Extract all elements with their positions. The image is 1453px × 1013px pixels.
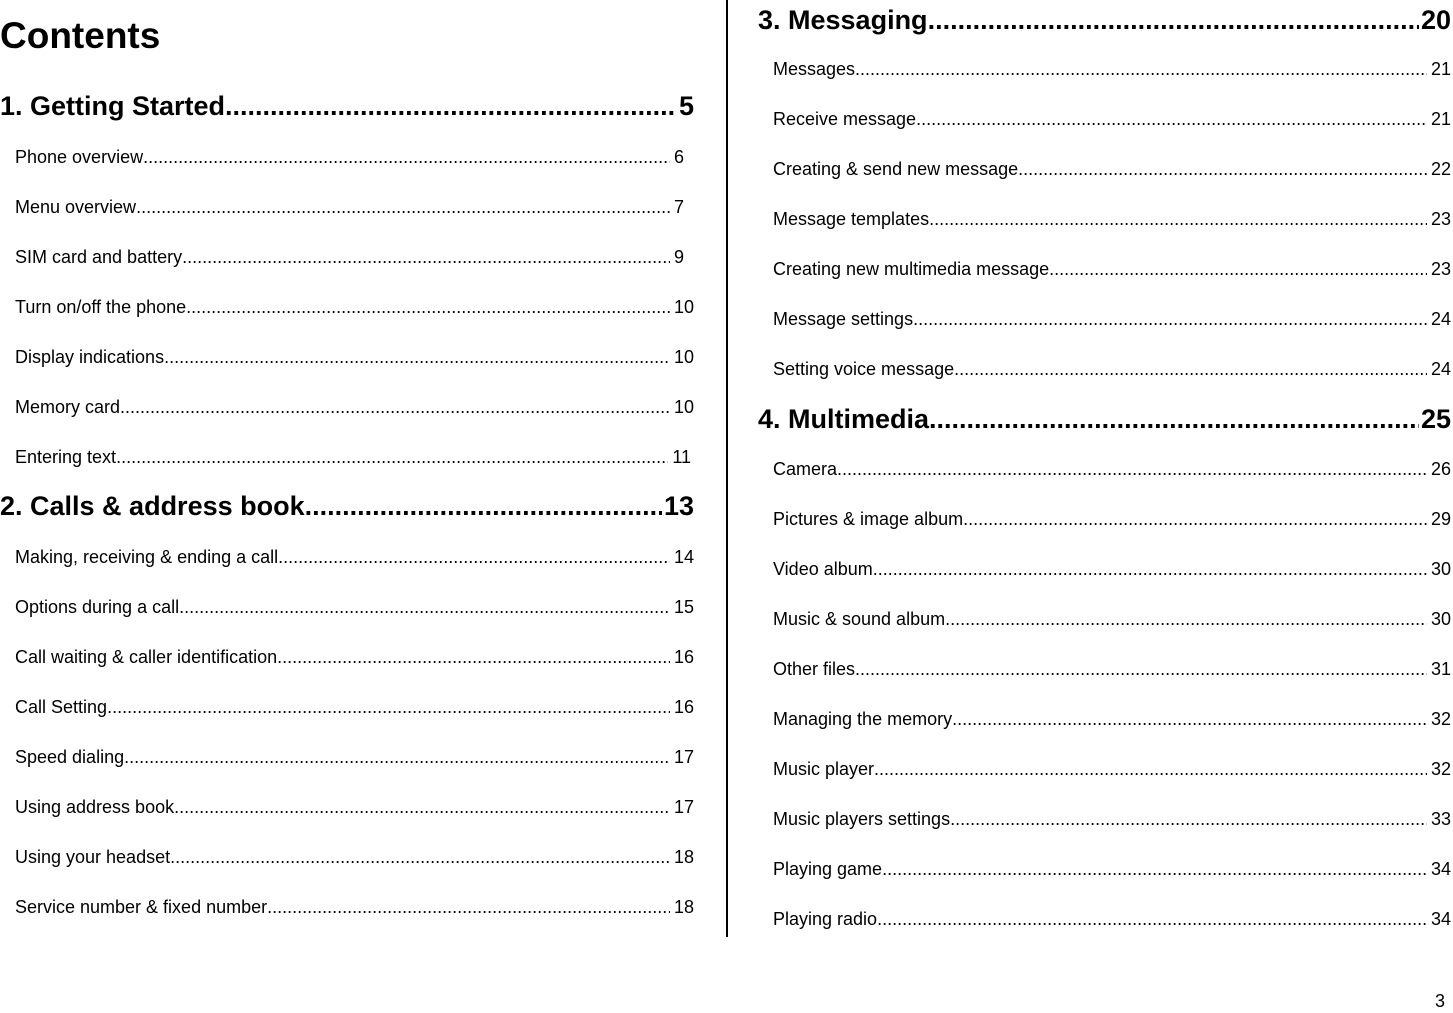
chapter-title: 1. Getting Started <box>0 91 226 121</box>
toc-entry[interactable] <box>15 446 691 468</box>
entry-label: Message settings <box>773 309 914 329</box>
toc-entry[interactable] <box>773 158 1451 180</box>
entry-label: Managing the memory <box>773 709 953 729</box>
dot-leader <box>143 146 670 168</box>
entry-page: 17 <box>673 797 694 817</box>
entry-page: 18 <box>673 847 694 867</box>
contents-title: Contents <box>0 15 161 56</box>
entry-label: Turn on/off the phone <box>15 297 187 317</box>
toc-entry[interactable] <box>773 508 1451 530</box>
dot-leader <box>1018 158 1427 180</box>
entry-label: Call waiting & caller identification <box>15 647 278 667</box>
entry-label: Creating & send new message <box>773 159 1019 179</box>
entry-page: 30 <box>1430 609 1451 629</box>
dot-leader <box>882 858 1427 880</box>
entry-page: 6 <box>673 147 684 167</box>
toc-entry[interactable] <box>773 558 1451 580</box>
dot-leader <box>305 490 662 522</box>
toc-entry[interactable] <box>15 646 694 668</box>
entry-label: Setting voice message <box>773 359 955 379</box>
entry-label: Service number & fixed number <box>15 897 268 917</box>
toc-entry[interactable] <box>15 396 694 418</box>
entry-page: 22 <box>1430 159 1451 179</box>
toc-entry[interactable] <box>15 696 694 718</box>
entry-label: Music player <box>773 759 875 779</box>
entry-page: 15 <box>673 597 694 617</box>
entry-label: Camera <box>773 459 838 479</box>
toc-entry[interactable] <box>773 308 1451 330</box>
entry-page: 17 <box>673 747 694 767</box>
toc-entry[interactable] <box>15 896 694 918</box>
entry-label: SIM card and battery <box>15 247 183 267</box>
entry-page: 32 <box>1430 759 1451 779</box>
toc-entry[interactable] <box>773 108 1451 130</box>
toc-entry[interactable] <box>773 908 1451 930</box>
entry-page: 31 <box>1430 659 1451 679</box>
dot-leader <box>120 396 670 418</box>
chapter-page: 25 <box>1420 404 1451 434</box>
page-number: 3 <box>1434 991 1445 1011</box>
dot-leader <box>1049 258 1427 280</box>
entry-page: 26 <box>1430 459 1451 479</box>
toc-entry[interactable] <box>773 658 1451 680</box>
dot-leader <box>954 358 1427 380</box>
dot-leader <box>963 508 1427 530</box>
entry-label: Creating new multimedia message <box>773 259 1050 279</box>
toc-chapter[interactable] <box>758 403 1451 435</box>
entry-label: Using your headset <box>15 847 171 867</box>
toc-entry[interactable] <box>773 58 1451 80</box>
dot-leader <box>277 646 670 668</box>
toc-entry[interactable] <box>15 146 684 168</box>
dot-leader <box>928 4 1419 36</box>
entry-label: Playing radio <box>773 909 878 929</box>
toc-entry[interactable] <box>773 758 1451 780</box>
chapter-page: 5 <box>678 91 694 121</box>
toc-entry[interactable] <box>773 258 1451 280</box>
entry-page: 10 <box>673 347 694 367</box>
entry-page: 11 <box>672 447 691 467</box>
entry-page: 29 <box>1430 509 1451 529</box>
dot-leader <box>116 446 668 468</box>
entry-page: 14 <box>673 547 694 567</box>
entry-label: Music players settings <box>773 809 951 829</box>
dot-leader <box>179 596 670 618</box>
entry-page: 21 <box>1430 59 1451 79</box>
dot-leader <box>877 908 1427 930</box>
entry-page: 16 <box>673 647 694 667</box>
dot-leader <box>913 308 1427 330</box>
toc-entry[interactable] <box>15 546 694 568</box>
toc-entry[interactable] <box>773 608 1451 630</box>
chapter-page: 20 <box>1420 5 1451 35</box>
toc-entry[interactable] <box>15 746 694 768</box>
chapter-title: 2. Calls & address book <box>0 491 305 521</box>
entry-label: Display indications <box>15 347 165 367</box>
entry-page: 9 <box>673 247 684 267</box>
entry-label: Using address book <box>15 797 175 817</box>
entry-page: 10 <box>673 297 694 317</box>
dot-leader <box>952 708 1427 730</box>
entry-page: 21 <box>1430 109 1451 129</box>
entry-label: Speed dialing <box>15 747 125 767</box>
dot-leader <box>164 346 670 368</box>
entry-page: 10 <box>673 397 694 417</box>
entry-label: Other files <box>773 659 856 679</box>
entry-page: 16 <box>673 697 694 717</box>
entry-label: Receive message <box>773 109 917 129</box>
toc-entry[interactable] <box>773 858 1451 880</box>
entry-page: 34 <box>1430 909 1451 929</box>
dot-leader <box>945 608 1427 630</box>
dot-leader <box>929 403 1419 435</box>
dot-leader <box>107 696 670 718</box>
entry-label: Message templates <box>773 209 930 229</box>
toc-chapter[interactable] <box>758 4 1451 36</box>
toc-entry[interactable] <box>773 458 1451 480</box>
dot-leader <box>916 108 1427 130</box>
dot-leader <box>136 196 670 218</box>
dot-leader <box>225 90 677 122</box>
column-divider <box>726 0 728 937</box>
entry-page: 18 <box>673 897 694 917</box>
entry-label: Options during a call <box>15 597 180 617</box>
entry-page: 34 <box>1430 859 1451 879</box>
dot-leader <box>837 458 1427 480</box>
dot-leader <box>929 208 1427 230</box>
toc-entry[interactable] <box>15 596 694 618</box>
dot-leader <box>174 796 670 818</box>
entry-label: Entering text <box>15 447 117 467</box>
dot-leader <box>874 758 1427 780</box>
entry-page: 7 <box>673 197 684 217</box>
entry-page: 32 <box>1430 709 1451 729</box>
dot-leader <box>873 558 1427 580</box>
dot-leader <box>855 58 1427 80</box>
dot-leader <box>950 808 1427 830</box>
toc-entry[interactable] <box>15 346 694 368</box>
toc-chapter[interactable] <box>0 490 694 522</box>
chapter-title: 3. Messaging <box>758 5 928 35</box>
entry-label: Playing game <box>773 859 883 879</box>
dot-leader <box>170 846 670 868</box>
entry-label: Memory card <box>15 397 121 417</box>
toc-entry[interactable] <box>773 708 1451 730</box>
entry-page: 24 <box>1430 309 1451 329</box>
toc-entry[interactable] <box>773 358 1451 380</box>
entry-page: 24 <box>1430 359 1451 379</box>
toc-entry[interactable] <box>15 196 684 218</box>
entry-label: Call Setting <box>15 697 108 717</box>
entry-page: 23 <box>1430 259 1451 279</box>
dot-leader <box>267 896 670 918</box>
toc-entry[interactable] <box>15 296 694 318</box>
entry-label: Pictures & image album <box>773 509 964 529</box>
dot-leader <box>182 246 670 268</box>
chapter-title: 4. Multimedia <box>758 404 930 434</box>
toc-entry[interactable] <box>15 246 684 268</box>
dot-leader <box>186 296 670 318</box>
toc-chapter[interactable] <box>0 90 694 122</box>
chapter-page: 13 <box>663 491 694 521</box>
entry-label: Video album <box>773 559 873 579</box>
entry-label: Making, receiving & ending a call <box>15 547 279 567</box>
entry-page: 33 <box>1430 809 1451 829</box>
entry-label: Phone overview <box>15 147 144 167</box>
toc-entry[interactable] <box>15 796 694 818</box>
entry-page: 30 <box>1430 559 1451 579</box>
toc-entry[interactable] <box>15 846 694 868</box>
entry-page: 23 <box>1430 209 1451 229</box>
dot-leader <box>278 546 670 568</box>
entry-label: Menu overview <box>15 197 137 217</box>
entry-label: Music & sound album <box>773 609 946 629</box>
dot-leader <box>855 658 1427 680</box>
entry-label: Messages <box>773 59 856 79</box>
toc-entry[interactable] <box>773 208 1451 230</box>
dot-leader <box>124 746 670 768</box>
toc-entry[interactable] <box>773 808 1451 830</box>
